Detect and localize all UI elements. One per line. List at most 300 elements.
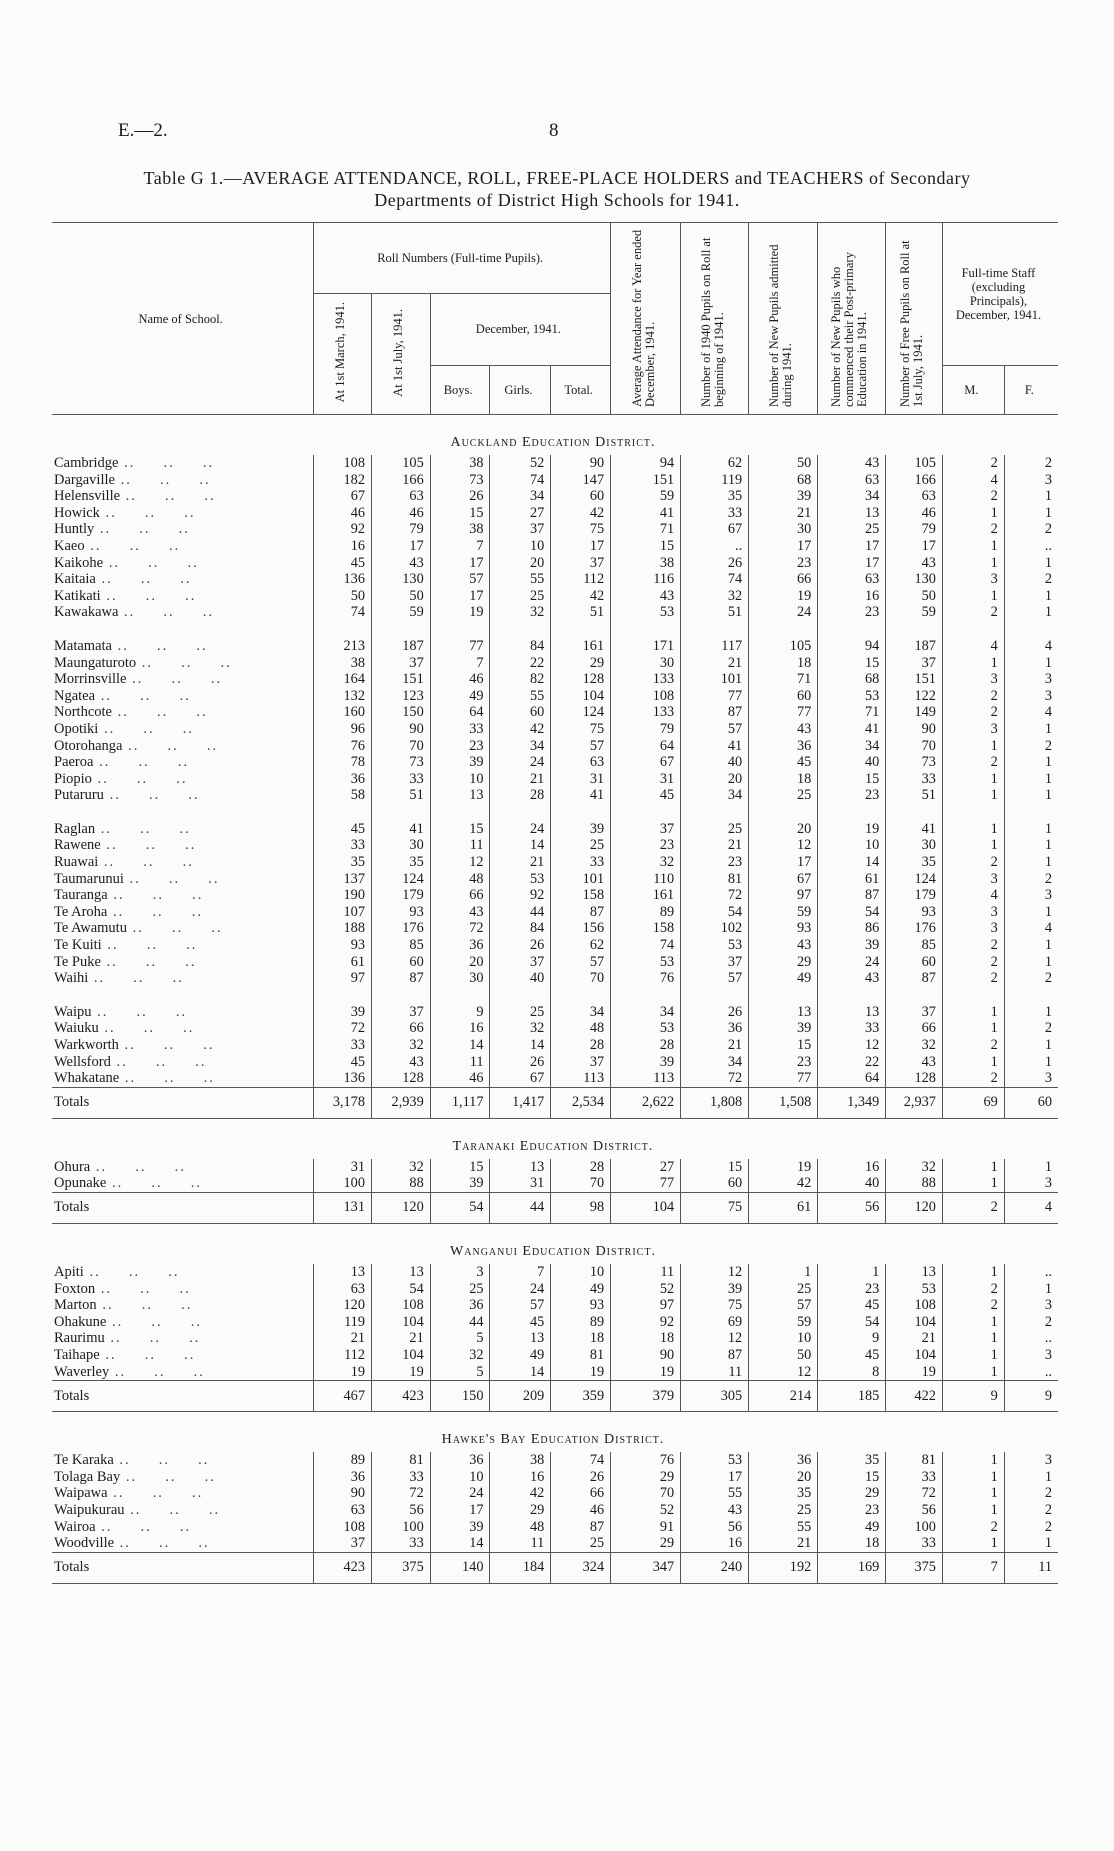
data-cell: 23 bbox=[749, 555, 818, 572]
district-name: Auckland Education District. bbox=[450, 435, 656, 450]
data-cell: 1 bbox=[1004, 505, 1058, 522]
spacer-cell bbox=[942, 621, 1004, 638]
data-cell: 77 bbox=[681, 688, 749, 705]
data-cell: 1 bbox=[942, 588, 1004, 605]
data-cell: 3 bbox=[1004, 1175, 1058, 1192]
header-staff-female: F. bbox=[1004, 365, 1058, 414]
school-name-text: Te Awamutu bbox=[54, 920, 127, 937]
data-cell: 2 bbox=[1004, 1485, 1058, 1502]
data-cell: .. bbox=[1004, 1364, 1058, 1381]
data-cell: 101 bbox=[681, 671, 749, 688]
data-cell: 11 bbox=[681, 1364, 749, 1381]
school-name bbox=[52, 721, 314, 738]
data-cell: 41 bbox=[611, 505, 681, 522]
table-row bbox=[52, 1037, 1058, 1054]
data-cell: 19 bbox=[371, 1364, 430, 1381]
leader-dots: .. .. .. bbox=[95, 571, 192, 588]
data-cell: 33 bbox=[430, 721, 490, 738]
data-cell: 1 bbox=[942, 821, 1004, 838]
school-name-text: Northcote bbox=[54, 704, 112, 721]
data-cell: 26 bbox=[681, 1004, 749, 1021]
data-cell: 1 bbox=[942, 1159, 1004, 1176]
data-cell: 1 bbox=[942, 787, 1004, 804]
data-cell: 45 bbox=[314, 555, 372, 572]
data-cell: 46 bbox=[886, 505, 943, 522]
data-cell: 2 bbox=[942, 704, 1004, 721]
data-cell: 74 bbox=[490, 472, 551, 489]
data-cell: 1 bbox=[1004, 1281, 1058, 1298]
spacer-cell bbox=[1004, 987, 1058, 1004]
data-cell: 2 bbox=[1004, 455, 1058, 472]
school-name-text: Paeroa bbox=[54, 754, 94, 771]
data-cell: 11 bbox=[430, 1054, 490, 1071]
data-cell: 100 bbox=[886, 1519, 943, 1536]
total-cell: 423 bbox=[371, 1381, 430, 1412]
school-name bbox=[52, 937, 314, 954]
data-cell: 19 bbox=[749, 1159, 818, 1176]
school-name-text: Piopio bbox=[54, 770, 92, 787]
school-name-text: Katikati bbox=[54, 587, 101, 604]
school-name bbox=[52, 771, 314, 788]
data-cell: 2 bbox=[942, 1297, 1004, 1314]
data-cell: 2 bbox=[942, 854, 1004, 871]
data-cell: 13 bbox=[371, 1264, 430, 1281]
data-cell: 17 bbox=[430, 588, 490, 605]
data-cell: 79 bbox=[886, 521, 943, 538]
school-name-text: Waipukurau bbox=[54, 1501, 125, 1518]
data-cell: 46 bbox=[430, 671, 490, 688]
data-cell: 39 bbox=[430, 1519, 490, 1536]
school-name-text: Howick bbox=[54, 504, 100, 521]
attendance-table bbox=[52, 222, 1058, 1584]
data-cell: 75 bbox=[681, 1297, 749, 1314]
leader-dots: .. .. .. bbox=[123, 870, 220, 887]
spacer-cell bbox=[942, 804, 1004, 821]
data-cell: 44 bbox=[490, 904, 551, 921]
data-cell: 69 bbox=[681, 1314, 749, 1331]
data-cell: 1 bbox=[1004, 771, 1058, 788]
leader-dots: .. .. .. bbox=[84, 537, 181, 554]
data-cell: .. bbox=[1004, 1264, 1058, 1281]
data-cell: 133 bbox=[611, 671, 681, 688]
data-cell: 161 bbox=[611, 887, 681, 904]
data-cell: 56 bbox=[681, 1519, 749, 1536]
school-name-text: Tauranga bbox=[54, 887, 108, 904]
data-cell: 71 bbox=[818, 704, 886, 721]
data-cell: 62 bbox=[681, 455, 749, 472]
data-cell: 17 bbox=[430, 555, 490, 572]
data-cell: 39 bbox=[314, 1004, 372, 1021]
leader-dots: .. .. .. bbox=[120, 1468, 216, 1485]
total-cell: 1,508 bbox=[749, 1087, 818, 1118]
table-row bbox=[52, 555, 1058, 572]
data-cell: 73 bbox=[371, 754, 430, 771]
data-cell: 19 bbox=[314, 1364, 372, 1381]
data-cell: 59 bbox=[886, 604, 943, 621]
data-cell: 56 bbox=[886, 1502, 943, 1519]
data-cell: 55 bbox=[681, 1485, 749, 1502]
data-cell: 24 bbox=[490, 1281, 551, 1298]
total-cell: 379 bbox=[611, 1381, 681, 1412]
data-cell: 100 bbox=[371, 1519, 430, 1536]
data-cell: 25 bbox=[818, 521, 886, 538]
school-name bbox=[52, 505, 314, 522]
data-cell: 66 bbox=[430, 887, 490, 904]
data-cell: 25 bbox=[490, 1004, 551, 1021]
data-cell: 29 bbox=[611, 1535, 681, 1552]
data-cell: 12 bbox=[818, 1037, 886, 1054]
data-cell: 3 bbox=[942, 920, 1004, 937]
spacer-cell bbox=[490, 987, 551, 1004]
data-cell: 89 bbox=[314, 1452, 372, 1469]
data-cell: 14 bbox=[490, 837, 551, 854]
data-cell: 51 bbox=[551, 604, 611, 621]
table-row bbox=[52, 1070, 1058, 1087]
data-cell: 13 bbox=[490, 1330, 551, 1347]
data-cell: 72 bbox=[886, 1485, 943, 1502]
data-cell: 57 bbox=[749, 1297, 818, 1314]
data-cell: 20 bbox=[681, 771, 749, 788]
total-cell: 1,117 bbox=[430, 1087, 490, 1118]
data-cell: 31 bbox=[314, 1159, 372, 1176]
school-name-text: Cambridge bbox=[54, 455, 119, 471]
school-name bbox=[52, 1037, 314, 1054]
data-cell: 46 bbox=[371, 505, 430, 522]
total-cell: 324 bbox=[551, 1552, 611, 1583]
leader-dots: .. .. .. bbox=[114, 471, 211, 488]
table-row bbox=[52, 1004, 1058, 1021]
data-cell: 112 bbox=[314, 1347, 372, 1364]
data-cell: 1 bbox=[1004, 821, 1058, 838]
total-cell: 11 bbox=[1004, 1552, 1058, 1583]
data-cell: 63 bbox=[886, 488, 943, 505]
data-cell: 21 bbox=[490, 771, 551, 788]
data-cell: 1 bbox=[1004, 604, 1058, 621]
data-cell: 171 bbox=[611, 638, 681, 655]
data-cell: 76 bbox=[611, 1452, 681, 1469]
totals-row bbox=[52, 1381, 1058, 1412]
data-cell: 3 bbox=[942, 904, 1004, 921]
data-cell: 77 bbox=[430, 638, 490, 655]
data-cell: 14 bbox=[490, 1364, 551, 1381]
data-cell: 29 bbox=[551, 655, 611, 672]
data-cell: 54 bbox=[681, 904, 749, 921]
data-cell: 57 bbox=[430, 571, 490, 588]
data-cell: 63 bbox=[551, 754, 611, 771]
data-cell: 2 bbox=[1004, 1519, 1058, 1536]
data-cell: 54 bbox=[818, 1314, 886, 1331]
data-cell: 156 bbox=[551, 920, 611, 937]
header-full-time-staff: Full-time Staff (excluding Principals), December, 1941. bbox=[942, 223, 1058, 366]
spacer-cell bbox=[681, 987, 749, 1004]
data-cell: 17 bbox=[818, 538, 886, 555]
data-cell: 42 bbox=[551, 588, 611, 605]
data-cell: 87 bbox=[681, 1347, 749, 1364]
data-cell: 13 bbox=[314, 1264, 372, 1281]
data-cell: 104 bbox=[551, 688, 611, 705]
total-cell: 2,622 bbox=[611, 1087, 681, 1118]
data-cell: 72 bbox=[314, 1020, 372, 1037]
data-cell: 17 bbox=[430, 1502, 490, 1519]
data-cell: 37 bbox=[371, 655, 430, 672]
table-row bbox=[52, 1469, 1058, 1486]
data-cell: 38 bbox=[430, 455, 490, 472]
data-cell: 1 bbox=[1004, 1037, 1058, 1054]
data-cell: 39 bbox=[749, 1020, 818, 1037]
data-cell: 128 bbox=[551, 671, 611, 688]
data-cell: 81 bbox=[551, 1347, 611, 1364]
data-cell: 33 bbox=[681, 505, 749, 522]
data-cell: 40 bbox=[681, 754, 749, 771]
data-cell: 136 bbox=[314, 1070, 372, 1087]
school-name-text: Rawene bbox=[54, 837, 101, 854]
group-spacer bbox=[52, 804, 1058, 821]
spacer-cell bbox=[681, 804, 749, 821]
data-cell: 67 bbox=[749, 871, 818, 888]
data-cell: 31 bbox=[611, 771, 681, 788]
data-cell: 51 bbox=[371, 787, 430, 804]
leader-dots: .. .. .. bbox=[96, 1297, 193, 1314]
data-cell: 53 bbox=[886, 1281, 943, 1298]
school-name bbox=[52, 1159, 314, 1176]
totals-label: Totals bbox=[52, 1552, 314, 1583]
data-cell: 166 bbox=[886, 472, 943, 489]
data-cell: .. bbox=[1004, 1330, 1058, 1347]
data-cell: 2 bbox=[942, 1070, 1004, 1087]
school-name bbox=[52, 1452, 314, 1469]
data-cell: 104 bbox=[371, 1347, 430, 1364]
data-cell: 92 bbox=[611, 1314, 681, 1331]
page-reference: E.—2. bbox=[118, 120, 168, 141]
spacer-cell bbox=[611, 804, 681, 821]
total-cell: 3,178 bbox=[314, 1087, 372, 1118]
data-cell: 158 bbox=[551, 887, 611, 904]
data-cell: 110 bbox=[611, 871, 681, 888]
data-cell: 53 bbox=[611, 954, 681, 971]
header-roll-numbers: Roll Numbers (Full-time Pupils). bbox=[314, 223, 611, 294]
total-cell: 104 bbox=[611, 1192, 681, 1223]
data-cell: 187 bbox=[371, 638, 430, 655]
data-cell: 133 bbox=[611, 704, 681, 721]
leader-dots: .. .. .. bbox=[136, 654, 232, 671]
total-cell: 9 bbox=[942, 1381, 1004, 1412]
data-cell: 26 bbox=[430, 488, 490, 505]
data-cell: 1 bbox=[749, 1264, 818, 1281]
data-cell: 119 bbox=[314, 1314, 372, 1331]
data-cell: 1 bbox=[942, 1452, 1004, 1469]
data-cell: 101 bbox=[551, 871, 611, 888]
school-name bbox=[52, 704, 314, 721]
leader-dots: .. .. .. bbox=[99, 504, 196, 521]
data-cell: 70 bbox=[551, 970, 611, 987]
data-cell: 15 bbox=[818, 655, 886, 672]
spacer-cell bbox=[430, 987, 490, 1004]
school-name bbox=[52, 1020, 314, 1037]
data-cell: 33 bbox=[886, 1535, 943, 1552]
data-cell: 25 bbox=[749, 787, 818, 804]
school-name-text: Whakatane bbox=[54, 1070, 120, 1087]
leader-dots: .. .. .. bbox=[122, 737, 219, 754]
data-cell: 7 bbox=[490, 1264, 551, 1281]
table-row bbox=[52, 821, 1058, 838]
data-cell: 60 bbox=[749, 688, 818, 705]
leader-dots: .. .. .. bbox=[98, 1020, 195, 1037]
data-cell: 1 bbox=[942, 1175, 1004, 1192]
data-cell: 10 bbox=[490, 538, 551, 555]
data-cell: 67 bbox=[681, 521, 749, 538]
data-cell: 160 bbox=[314, 704, 372, 721]
school-name-text: Otorohanga bbox=[54, 737, 123, 754]
data-cell: 21 bbox=[681, 837, 749, 854]
leader-dots: .. .. .. bbox=[88, 970, 184, 987]
data-cell: 24 bbox=[490, 821, 551, 838]
data-cell: 50 bbox=[886, 588, 943, 605]
data-cell: 41 bbox=[371, 821, 430, 838]
data-cell: 123 bbox=[371, 688, 430, 705]
school-name bbox=[52, 854, 314, 871]
data-cell: 5 bbox=[430, 1330, 490, 1347]
data-cell: 30 bbox=[430, 970, 490, 987]
data-cell: 37 bbox=[681, 954, 749, 971]
data-cell: 36 bbox=[749, 1452, 818, 1469]
leader-dots: .. .. .. bbox=[119, 1070, 215, 1087]
data-cell: 74 bbox=[611, 937, 681, 954]
school-name-text: Kawakawa bbox=[54, 604, 119, 621]
data-cell: 17 bbox=[749, 538, 818, 555]
data-cell: 87 bbox=[371, 970, 430, 987]
data-cell: 105 bbox=[886, 455, 943, 472]
leader-dots: .. .. .. bbox=[94, 521, 190, 538]
data-cell: 4 bbox=[942, 887, 1004, 904]
data-cell: 26 bbox=[551, 1469, 611, 1486]
data-cell: 33 bbox=[551, 854, 611, 871]
data-cell: 4 bbox=[1004, 920, 1058, 937]
spacer-cell bbox=[886, 804, 943, 821]
leader-dots: .. .. .. bbox=[91, 1003, 188, 1020]
leader-dots: .. .. .. bbox=[95, 687, 191, 704]
data-cell: 32 bbox=[430, 1347, 490, 1364]
data-cell: 74 bbox=[681, 571, 749, 588]
leader-dots: .. .. .. bbox=[104, 1330, 201, 1347]
table-row bbox=[52, 1452, 1058, 1469]
data-cell: 18 bbox=[611, 1330, 681, 1347]
data-cell: 45 bbox=[818, 1297, 886, 1314]
spacer-cell bbox=[551, 621, 611, 638]
data-cell: 73 bbox=[430, 472, 490, 489]
total-cell: 209 bbox=[490, 1381, 551, 1412]
school-name-text: Te Kuiti bbox=[54, 937, 102, 954]
data-cell: 96 bbox=[314, 721, 372, 738]
data-cell: 77 bbox=[611, 1175, 681, 1192]
data-cell: 2 bbox=[1004, 571, 1058, 588]
school-name bbox=[52, 655, 314, 672]
data-cell: 3 bbox=[1004, 671, 1058, 688]
data-cell: 90 bbox=[611, 1347, 681, 1364]
data-cell: 28 bbox=[551, 1037, 611, 1054]
school-name-text: Huntly bbox=[54, 521, 95, 538]
data-cell: 3 bbox=[942, 671, 1004, 688]
data-cell: 43 bbox=[749, 721, 818, 738]
data-cell: 33 bbox=[886, 771, 943, 788]
data-cell: 43 bbox=[749, 937, 818, 954]
data-cell: 90 bbox=[314, 1485, 372, 1502]
data-cell: 21 bbox=[886, 1330, 943, 1347]
data-cell: 4 bbox=[1004, 704, 1058, 721]
table-row bbox=[52, 455, 1058, 472]
data-cell: 124 bbox=[551, 704, 611, 721]
data-cell: 1 bbox=[1004, 488, 1058, 505]
data-cell: 34 bbox=[681, 787, 749, 804]
school-name bbox=[52, 837, 314, 854]
data-cell: 9 bbox=[430, 1004, 490, 1021]
total-cell: 422 bbox=[886, 1381, 943, 1412]
data-cell: 25 bbox=[551, 1535, 611, 1552]
data-cell: 32 bbox=[490, 1020, 551, 1037]
data-cell: 60 bbox=[371, 954, 430, 971]
data-cell: 15 bbox=[430, 1159, 490, 1176]
data-cell: 63 bbox=[818, 571, 886, 588]
data-cell: 66 bbox=[749, 571, 818, 588]
data-cell: 33 bbox=[886, 1469, 943, 1486]
data-cell: 14 bbox=[818, 854, 886, 871]
data-cell: 22 bbox=[490, 655, 551, 672]
data-cell: 1 bbox=[942, 505, 1004, 522]
leader-dots: .. .. .. bbox=[103, 554, 199, 571]
data-cell: 34 bbox=[681, 1054, 749, 1071]
data-cell: 97 bbox=[749, 887, 818, 904]
data-cell: 13 bbox=[490, 1159, 551, 1176]
data-cell: 33 bbox=[371, 1469, 430, 1486]
data-cell: 1 bbox=[942, 1364, 1004, 1381]
data-cell: 108 bbox=[314, 455, 372, 472]
data-cell: 49 bbox=[490, 1347, 551, 1364]
data-cell: 10 bbox=[818, 837, 886, 854]
data-cell: 37 bbox=[314, 1535, 372, 1552]
table-row bbox=[52, 887, 1058, 904]
data-cell: 36 bbox=[749, 738, 818, 755]
data-cell: 41 bbox=[886, 821, 943, 838]
total-cell: 140 bbox=[430, 1552, 490, 1583]
data-cell: 149 bbox=[886, 704, 943, 721]
school-name-text: Raurimu bbox=[54, 1330, 105, 1347]
data-cell: 41 bbox=[681, 738, 749, 755]
spacer-cell bbox=[1004, 804, 1058, 821]
data-cell: 29 bbox=[818, 1485, 886, 1502]
data-cell: 29 bbox=[749, 954, 818, 971]
spacer-cell bbox=[551, 987, 611, 1004]
school-name-text: Marton bbox=[54, 1297, 97, 1314]
district-heading-row bbox=[52, 415, 1058, 456]
school-name bbox=[52, 887, 314, 904]
leader-dots: .. .. .. bbox=[106, 1175, 202, 1192]
data-cell: 50 bbox=[371, 588, 430, 605]
data-cell: 3 bbox=[942, 871, 1004, 888]
data-cell: 12 bbox=[749, 1364, 818, 1381]
table-row bbox=[52, 655, 1058, 672]
data-cell: 29 bbox=[611, 1469, 681, 1486]
data-cell: 59 bbox=[749, 904, 818, 921]
data-cell: 150 bbox=[371, 704, 430, 721]
leader-dots: .. .. .. bbox=[111, 637, 208, 654]
data-cell: 18 bbox=[749, 771, 818, 788]
school-name bbox=[52, 738, 314, 755]
data-cell: 44 bbox=[430, 1314, 490, 1331]
data-cell: 38 bbox=[490, 1452, 551, 1469]
leader-dots: .. .. .. bbox=[100, 837, 197, 854]
total-cell: 4 bbox=[1004, 1192, 1058, 1223]
leader-dots: .. .. .. bbox=[113, 1452, 210, 1469]
school-name bbox=[52, 638, 314, 655]
